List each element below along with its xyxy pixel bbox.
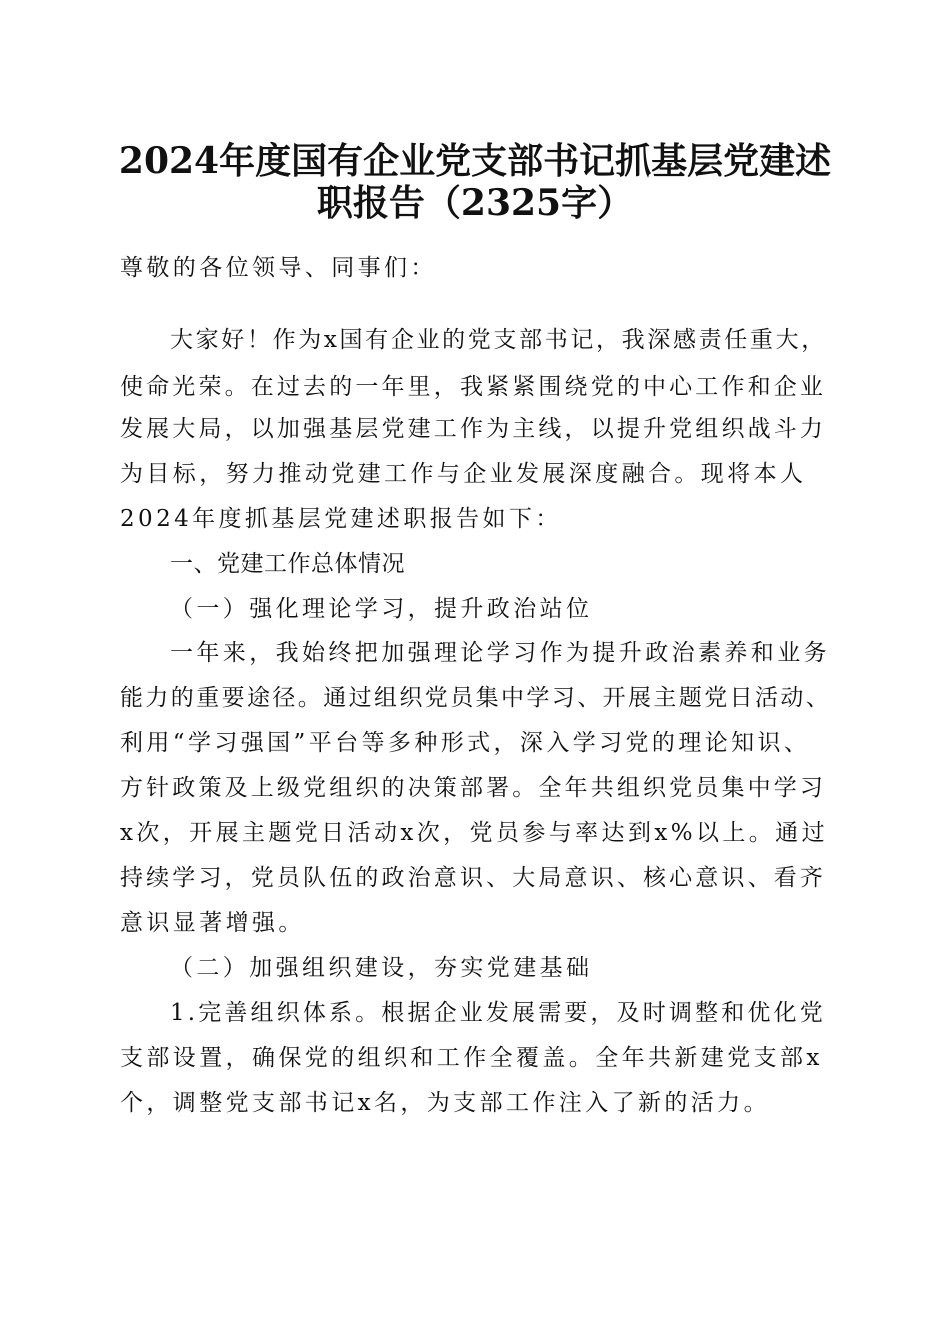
paragraph-line: 为目标，努力推动党建工作与企业发展深度融合。现将本人: [120, 461, 807, 487]
paragraph-line: 方针政策及上级党组织的决策部署。全年共组织党员集中学习: [120, 775, 827, 801]
paragraph-line: 2024年度抓基层党建述职报告如下：: [120, 506, 562, 532]
paragraph-line: 意识显著增强。: [120, 910, 305, 936]
salutation: 尊敬的各位领导、同事们：: [120, 255, 437, 281]
paragraph-line: 1.完善组织体系。根据企业发展需要，及时调整和优化党: [170, 1000, 826, 1026]
subsection-heading-2: （二）加强组织建设，夯实党建基础: [170, 955, 593, 981]
paragraph-line: 发展大局，以加强基层党建工作为主线，以提升党组织战斗力: [120, 416, 827, 442]
paragraph-line: 持续学习，党员队伍的政治意识、大局意识、核心意识、看齐: [120, 865, 827, 891]
paragraph-line: 大家好！作为x国有企业的党支部书记，我深感责任重大，: [170, 327, 827, 353]
paragraph-line: 个，调整党支部书记x名，为支部工作注入了新的活力。: [120, 1090, 770, 1116]
document-title-line-1: 2024年度国有企业党支部书记抓基层党建述: [118, 140, 832, 182]
document-title-line-2: 职报告（2325字）: [316, 182, 634, 224]
paragraph-line: 利用“学习强国”平台等多种形式，深入学习党的理论知识、: [120, 730, 811, 756]
paragraph-line: 能力的重要途径。通过组织党员集中学习、开展主题党日活动、: [120, 685, 832, 711]
section-heading-1: 一、党建工作总体情况: [170, 551, 405, 577]
paragraph-line: 一年来，我始终把加强理论学习作为提升政治素养和业务: [170, 640, 830, 666]
paragraph-line: 支部设置，确保党的组织和工作全覆盖。全年共新建党支部x: [120, 1045, 823, 1071]
paragraph-line: x次，开展主题党日活动x次，党员参与率达到x%以上。通过: [120, 820, 828, 846]
subsection-heading-1: （一）强化理论学习，提升政治站位: [170, 596, 593, 622]
paragraph-line: 使命光荣。在过去的一年里，我紧紧围绕党的中心工作和企业: [120, 374, 827, 400]
